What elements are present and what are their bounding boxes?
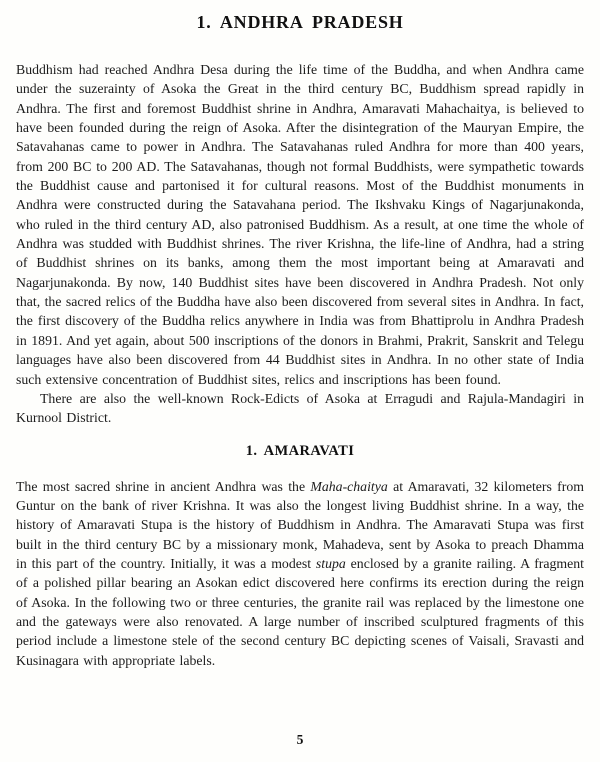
text-run: The most sacred shrine in ancient Andhra was the	[16, 478, 311, 494]
paragraph	[16, 60, 584, 389]
italic-text-run: stupa	[315, 555, 346, 571]
text-run: There are also the well-known Rock-Edicts of Asoka at Erragudi and Rajula-Mandagiri in Kurnool District.	[16, 390, 584, 426]
chapter-title: 1. ANDHRA PRADESH	[196, 12, 404, 32]
text-run: at Amaravati, 32 kilometers from Guntur on the bank of river Krishna. It was also the longest living Buddhist shrine. In a way, the history of Amaravati Stupa is the history of Buddhism in Andhra. The Amaravati Stupa was first built in the third century BC by a missionary monk, Mahadeva, sent by Asoka to preach Dhamma in this part of the country. Initially, it was a modest	[16, 478, 584, 571]
text-run: enclosed by a granite railing. A fragment of a polished pillar bearing an Asokan edict discovered here confirms its erection during the reign of Asoka. In the following two or three centuries, the granite rail was replaced by the limestone one and the gateways were also renovated. A large number of inscribed sculptured fragments of this period include a limestone stele of the second century BC depicting scenes of Vaisali, Sravasti and Kusinagara with appropriate labels.	[16, 555, 584, 668]
paragraph	[16, 389, 584, 428]
section-paragraphs	[16, 477, 584, 670]
italic-text-run: Maha-chaitya	[310, 478, 388, 494]
intro-paragraphs	[16, 60, 584, 428]
page-number: 5	[296, 732, 304, 747]
text-run: Buddhism had reached Andhra Desa during the life time of the Buddha, and when Andhra came under the suzerainty of Asoka the Great in the third century BC, Buddhism spread rapidly in Andhra. The first and foremost Buddhist shrine in Andhra, Amaravati Mahachaitya, is believed to have been founded during the reign of Asoka. After the disintegration of the Mauryan Empire, the Satavahanas came to power in Andhra. The Satavahanas ruled Andhra for more than 400 years, from 200 BC to 200 AD. The Satavahanas, though not formal Buddhists, were sympathetic towards the Buddhist cause and partonised it for cultural reasons. Most of the Buddhist monuments in Andhra were constructed during the Satavahana period. The Ikshvaku Kings of Nagarjunakonda, who ruled in the third century AD, also patronised Buddhism. As a result, at one time the whole of Andhra was studded with Buddhist shrines. The river Krishna, the life-line of Andhra, had a string of Buddhist shrines on its banks, among them the most important being at Amaravati and Nagarjunakonda. By now, 140 Buddhist sites have been discovered in Andhra Pradesh. Not only that, the sacred relics of the Buddha have also been discovered from several sites in Andhra. In fact, the first discovery of the Buddha relics anywhere in India was from Bhattiprolu in Andhra Pradesh in 1891. And yet again, about 500 inscriptions of the donors in Brahmi, Prakrit, Sanskrit and Telegu languages have also been discovered from 44 Buddhist sites in Andhra. In no other state of India such extensive concentration of Buddhist sites, relics and inscriptions has been found.	[16, 62, 584, 387]
section-heading: 1. AMARAVATI	[245, 442, 355, 459]
paragraph	[16, 477, 584, 670]
